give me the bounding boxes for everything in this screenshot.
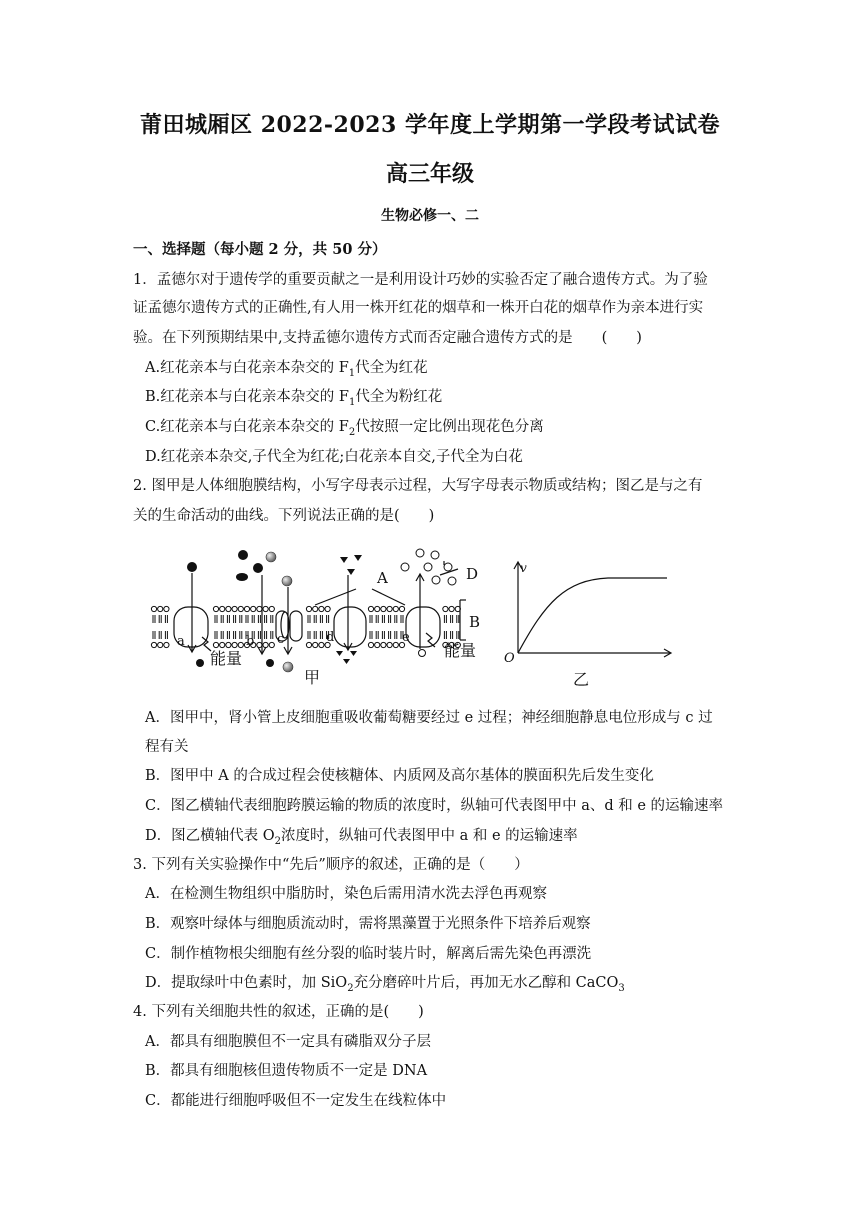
q1-option-a-text: A.红花亲本与白花亲本杂交的 F xyxy=(145,360,349,376)
q3-stem: 3. 下列有关实验操作中“先后”顺序的叙述，正确的是（ ） xyxy=(133,857,529,873)
q1-option-b-text: B.红花亲本与白花亲本杂交的 F xyxy=(145,389,349,405)
q3-option-d-text: D．提取绿叶中色素时，加 SiO xyxy=(145,975,348,991)
figure-jia-label: 甲 xyxy=(304,668,321,687)
phospholipid-head xyxy=(319,606,324,611)
q4-stem: 4. 下列有关细胞共性的叙述，正确的是( ) xyxy=(133,1004,424,1020)
section-heading: 一、选择题（每小题 2 分，共 50 分） xyxy=(133,241,387,258)
phospholipid-head xyxy=(325,606,330,611)
q4-option-a: A．都具有细胞膜但不一定具有磷脂双分子层 xyxy=(145,1034,431,1050)
phospholipid-head xyxy=(263,606,268,611)
graph-yi xyxy=(514,562,671,657)
phospholipid-head xyxy=(399,606,404,611)
label-a: a xyxy=(177,634,185,649)
energy-label-right: 能量 xyxy=(444,641,477,660)
phospholipid-head xyxy=(232,642,237,647)
label-e: e xyxy=(402,630,410,645)
q3-option-c: C．制作植物根尖细胞有丝分裂的临时装片时，解离后需先染色再漂洗 xyxy=(145,946,592,962)
phospholipid-head xyxy=(226,606,231,611)
phospholipid-head xyxy=(306,606,311,611)
phospholipid-head xyxy=(238,606,243,611)
q1-option-b xyxy=(145,387,442,407)
q3-option-d-sub: 2 xyxy=(347,982,354,994)
q2-stem-line-1: 2. 图甲是人体细胞膜结构，小写字母表示过程，大写字母表示物质或结构；图乙是与之有 xyxy=(133,478,703,494)
q2-option-d xyxy=(145,826,578,846)
axis-v-label: v xyxy=(520,561,527,575)
phospholipid-head xyxy=(387,642,392,647)
q1-option-a-sub: 1 xyxy=(348,367,356,379)
label-b: b xyxy=(246,634,255,649)
phospholipid-head xyxy=(164,606,169,611)
q1-stem-line-3: 验。在下列预期结果中,支持孟德尔遗传方式而否定融合遗传方式的是 ( ) xyxy=(133,330,642,346)
q2-option-a-line-1: A．图甲中，肾小管上皮细胞重吸收葡萄糖要经过 e 过程；神经细胞静息电位形成与 c 过 xyxy=(145,710,713,726)
phospholipid-head xyxy=(220,606,225,611)
q3-option-d xyxy=(145,973,625,993)
q1-option-c-sub: 2 xyxy=(348,426,356,438)
q1-option-d: D.红花亲本杂交,子代全为红花;白花亲本自交,子代全为白花 xyxy=(145,449,523,465)
phospholipid-head xyxy=(238,642,243,647)
phospholipid-head xyxy=(368,606,373,611)
q1-option-c xyxy=(145,417,544,437)
phospholipid-head xyxy=(213,642,218,647)
q2-option-c: C．图乙横轴代表细胞跨膜运输的物质的浓度时，纵轴可代表图甲中 a、d 和 e 的运输速率 xyxy=(145,798,724,814)
phospholipid-head xyxy=(269,642,274,647)
phospholipid-head xyxy=(443,606,448,611)
channel-protein-right xyxy=(290,611,302,641)
phospholipid-head xyxy=(381,642,386,647)
phospholipid-head xyxy=(257,642,262,647)
q1-option-c-tail: 代按照一定比例出现花色分离 xyxy=(355,419,544,435)
q3-option-d-mid: 充分磨碎叶片后，再加无水乙醇和 CaCO xyxy=(353,975,619,991)
carrier-protein-d xyxy=(334,607,366,647)
label-B: B xyxy=(469,613,481,631)
q2-option-d-tail: 浓度时，纵轴可代表图甲中 a 和 e 的运输速率 xyxy=(281,828,578,844)
q2-option-d-sub: 2 xyxy=(274,835,281,847)
q1-option-a-tail: 代全为红花 xyxy=(355,360,428,376)
phospholipid-head xyxy=(319,642,324,647)
q1-stem-line-1: 1．孟德尔对于遗传学的重要贡献之一是利用设计巧妙的实验否定了融合遗传方式。为了验 xyxy=(133,272,708,288)
q2-stem-line-2: 关的生命活动的曲线。下列说法正确的是( ) xyxy=(133,508,435,524)
label-d: d xyxy=(326,630,335,645)
phospholipid-head xyxy=(151,642,156,647)
q1-option-b-sub: 1 xyxy=(348,396,356,408)
phospholipid-head xyxy=(306,642,311,647)
phospholipid-head xyxy=(213,606,218,611)
q1-option-c-text: C.红花亲本与白花亲本杂交的 F xyxy=(145,419,349,435)
energy-label-left: 能量 xyxy=(210,649,243,668)
phospholipid-head xyxy=(449,606,454,611)
q2-option-a-line-2: 程有关 xyxy=(145,739,189,755)
phospholipid-head xyxy=(269,606,274,611)
q3-option-b: B．观察叶绿体与细胞质流动时，需将黑藻置于光照条件下培养后观察 xyxy=(145,916,591,932)
phospholipid-head xyxy=(368,642,373,647)
phospholipid-head xyxy=(151,606,156,611)
membrane-figure xyxy=(140,545,680,695)
phospholipid-head xyxy=(387,606,392,611)
phospholipid-head xyxy=(226,642,231,647)
label-D: D xyxy=(466,565,479,583)
axis-origin-label: O xyxy=(504,651,515,666)
phospholipid-head xyxy=(158,642,163,647)
label-c: c xyxy=(277,632,285,647)
grade-title: 高三年级 xyxy=(385,161,474,187)
phospholipid-head xyxy=(232,606,237,611)
figure-yi-label: 乙 xyxy=(573,670,590,689)
exam-title: 莆田城厢区 2022-2023 学年度上学期第一学段考试试卷 xyxy=(140,112,720,138)
q2-option-d-text: D．图乙横轴代表 O xyxy=(145,828,275,844)
phospholipid-head xyxy=(313,606,318,611)
phospholipid-head xyxy=(375,606,380,611)
q1-stem-line-2: 证孟德尔遗传方式的正确性,有人用一株开红花的烟草和一株开白花的烟草作为亲本进行实 xyxy=(133,300,704,316)
phospholipid-head xyxy=(393,606,398,611)
phospholipid-head xyxy=(257,606,262,611)
q4-option-c: C．都能进行细胞呼吸但不一定发生在线粒体中 xyxy=(145,1093,447,1109)
phospholipid-head xyxy=(158,606,163,611)
label-A: A xyxy=(377,569,388,587)
phospholipid-head xyxy=(244,606,249,611)
phospholipid-head xyxy=(220,642,225,647)
q3-option-a: A．在检测生物组织中脂肪时，染色后需用清水洗去浮色再观察 xyxy=(145,886,547,902)
q3-option-d-sub2: 3 xyxy=(618,982,625,994)
q1-option-a xyxy=(145,358,428,378)
phospholipid-head xyxy=(393,642,398,647)
q2-option-b: B．图甲中 A 的合成过程会使核糖体、内质网及高尔基体的膜面积先后发生变化 xyxy=(145,768,654,784)
q4-option-b: B．都具有细胞核但遗传物质不一定是 DNA xyxy=(145,1063,428,1079)
phospholipid-head xyxy=(251,606,256,611)
phospholipid-head xyxy=(381,606,386,611)
phospholipid-head xyxy=(375,642,380,647)
subject-title: 生物必修一、二 xyxy=(381,208,479,224)
phospholipid-head xyxy=(313,642,318,647)
q1-option-b-tail: 代全为粉红花 xyxy=(355,389,443,405)
phospholipid-head xyxy=(164,642,169,647)
carrier-protein-e xyxy=(406,607,440,647)
